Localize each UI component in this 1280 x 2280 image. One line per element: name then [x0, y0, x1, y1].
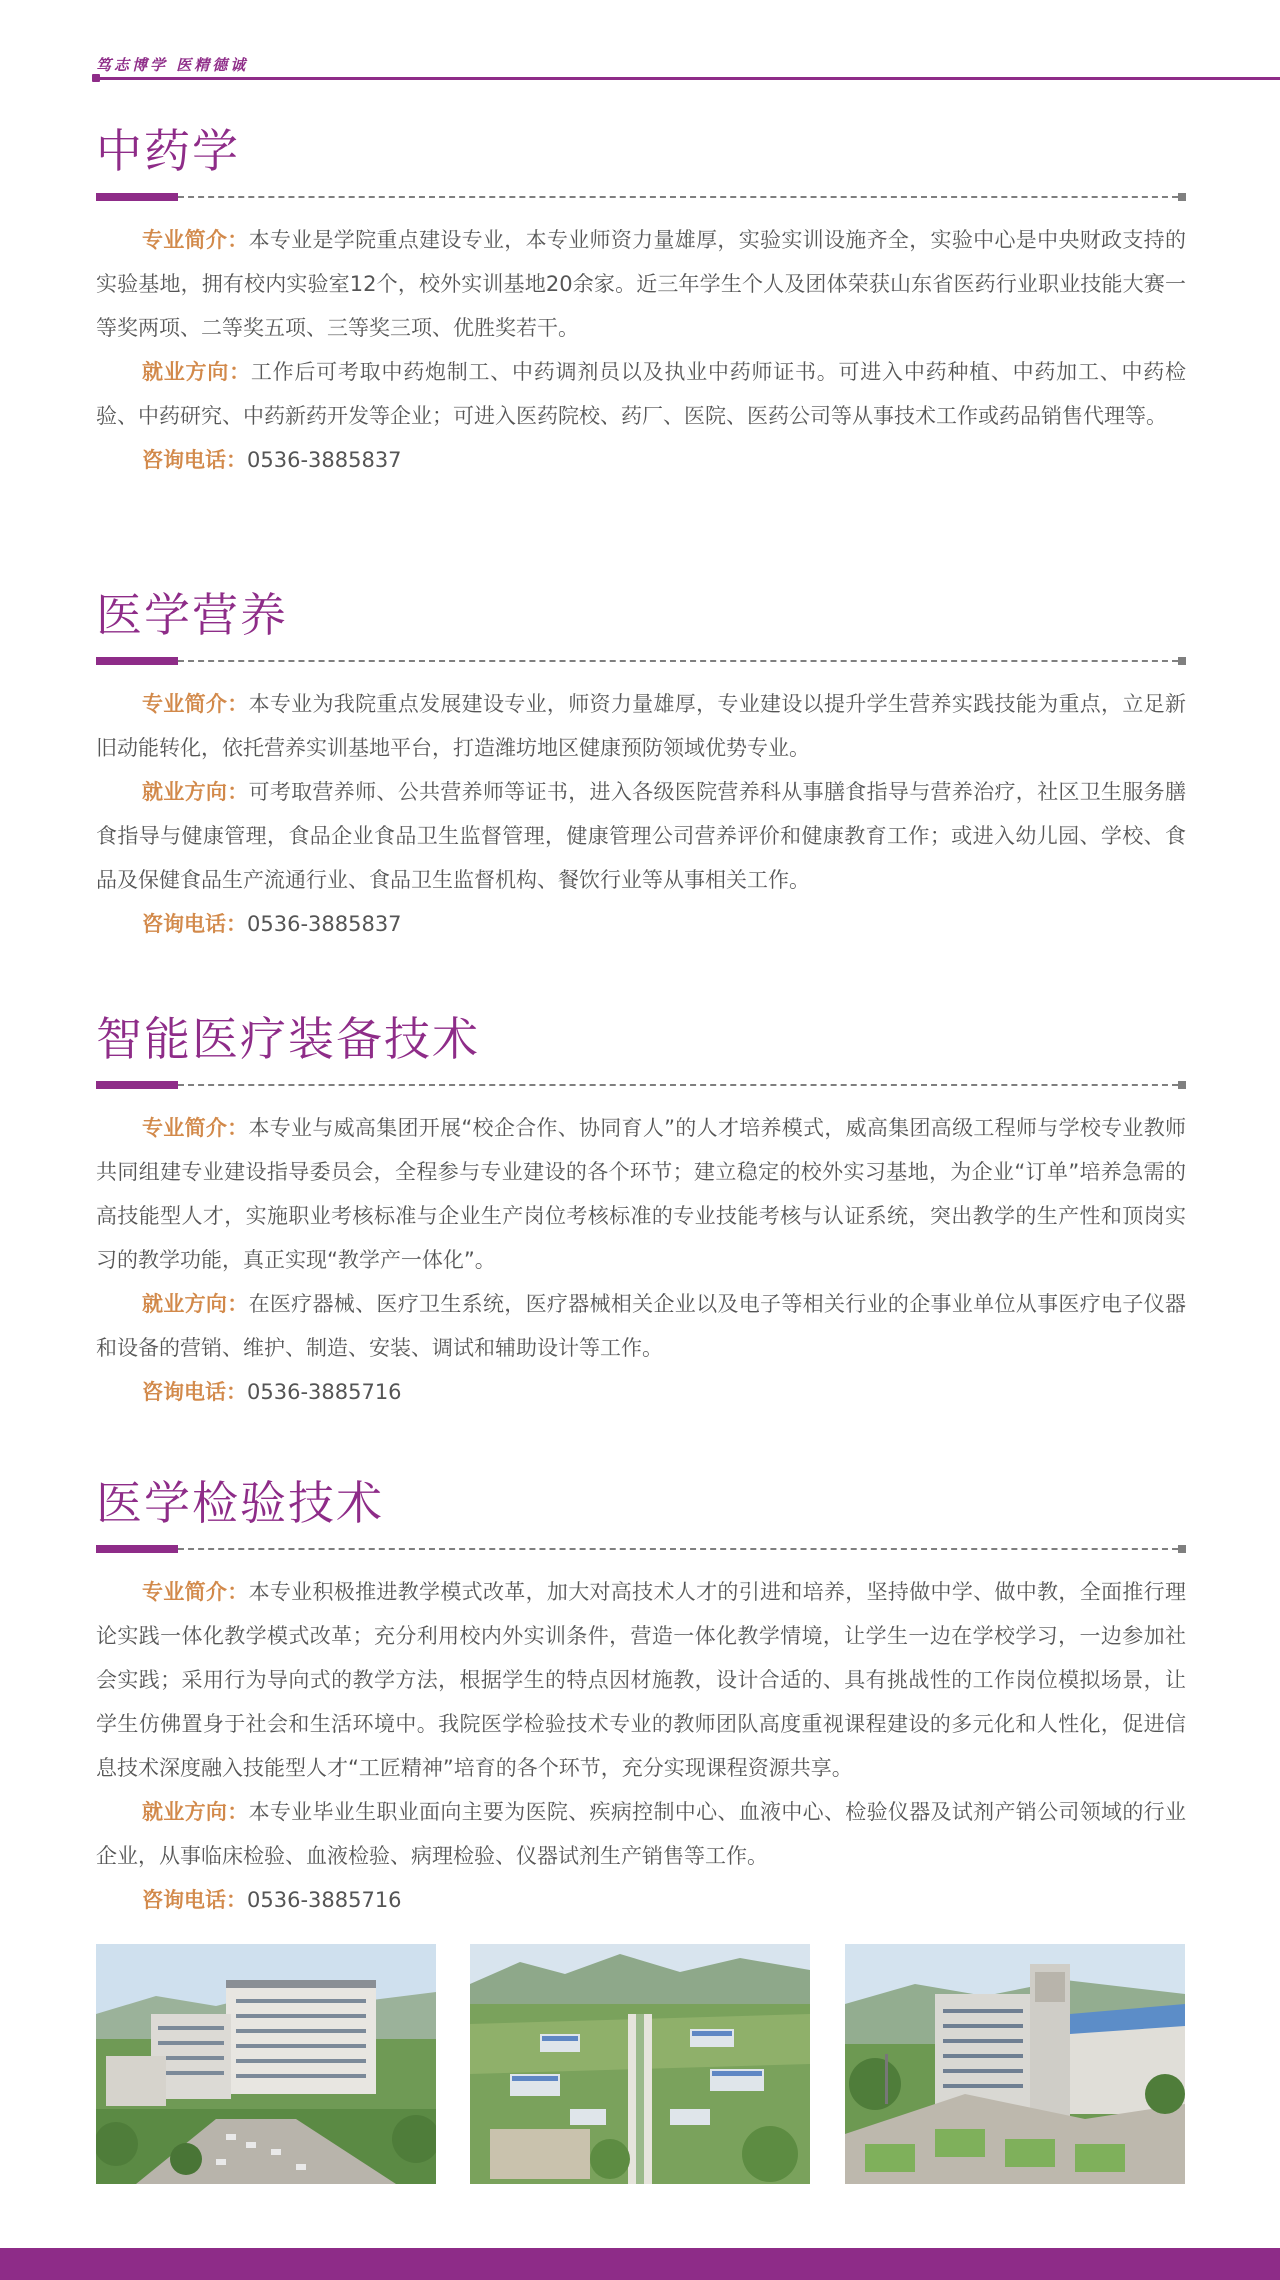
phone-number: 0536-3885716	[247, 1888, 402, 1912]
divider-end-square	[1178, 657, 1186, 665]
section-divider	[96, 654, 1186, 668]
career-paragraph	[96, 1790, 1186, 1878]
divider-accent-bar	[96, 1545, 178, 1553]
phone-label: 咨询电话：	[142, 1380, 247, 1404]
header-motto: 笃志博学 医精德诚	[96, 56, 249, 74]
career-text: 工作后可考取中药炮制工、中药调剂员以及执业中药师证书。可进入中药种植、中药加工、中药检验、中药研究、中药新药开发等企业；可进入医药院校、药厂、医院、医药公司等从事技术工作或药品销售代理等。	[96, 360, 1187, 428]
intro-text: 本专业积极推进教学模式改革，加大对高技术人才的引进和培养，坚持做中学、做中教，全面推行理论实践一体化教学模式改革；充分利用校内外实训条件，营造一体化教学情境，让学生一边在学校学习，一边参加社会实践；采用行为导向式的教学方法，根据学生的特点因材施教，设计合适的、具有挑战性的工作岗位模拟场景，让学生仿佛置身于社会和生活环境中。我院医学检验技术专业的教师团队高度重视课程建设的多元化和人性化，促进信息技术深度融入技能型人才“工匠精神”培育的各个环节，充分实现课程资源共享。	[96, 1580, 1186, 1780]
career-paragraph	[96, 350, 1186, 438]
career-label: 就业方向：	[142, 1800, 249, 1824]
intro-label: 专业简介：	[142, 1580, 249, 1604]
section-divider	[96, 1542, 1186, 1556]
intro-text: 本专业与威高集团开展“校企合作、协同育人”的人才培养模式，威高集团高级工程师与学校专业教师共同组建专业建设指导委员会，全程参与专业建设的各个环节；建立稳定的校外实习基地，为企业“订单”培养急需的高技能型人才，实施职业考核标准与企业生产岗位考核标准的专业技能考核与认证系统，突出教学的生产性和顶岗实习的教学功能，真正实现“教学产一体化”。	[96, 1116, 1186, 1272]
section-title: 中药学	[96, 124, 240, 178]
section-divider	[96, 1078, 1186, 1092]
intro-text: 本专业是学院重点建设专业，本专业师资力量雄厚，实验实训设施齐全，实验中心是中央财政支持的实验基地，拥有校内实验室12个，校外实训基地20余家。近三年学生个人及团体荣获山东省医药行业职业技能大赛一等奖两项、二等奖五项、三等奖三项、优胜奖若干。	[96, 228, 1186, 340]
intro-label: 专业简介：	[142, 1116, 249, 1140]
intro-text: 本专业为我院重点发展建设专业，师资力量雄厚，专业建设以提升学生营养实践技能为重点，立足新旧动能转化，依托营养实训基地平台，打造潍坊地区健康预防领域优势专业。	[96, 692, 1186, 760]
phone-number: 0536-3885837	[247, 448, 402, 472]
phone-label: 咨询电话：	[142, 1888, 247, 1912]
career-text: 在医疗器械、医疗卫生系统，医疗器械相关企业以及电子等相关行业的企事业单位从事医疗电子仪器和设备的营销、维护、制造、安装、调试和辅助设计等工作。	[96, 1292, 1186, 1360]
intro-paragraph	[96, 1570, 1186, 1790]
phone-number: 0536-3885837	[247, 912, 402, 936]
career-text: 可考取营养师、公共营养师等证书，进入各级医院营养科从事膳食指导与营养治疗，社区卫生服务膳食指导与健康管理，食品企业食品卫生监督管理，健康管理公司营养评价和健康教育工作；或进入幼儿园、学校、食品及保健食品生产流通行业、食品卫生监督机构、餐饮行业等从事相关工作。	[96, 780, 1186, 892]
career-label: 就业方向：	[142, 1292, 249, 1316]
divider-accent-bar	[96, 657, 178, 665]
intro-paragraph	[96, 218, 1186, 350]
divider-end-square	[1178, 1081, 1186, 1089]
major-section-nutrition	[96, 580, 1186, 946]
major-section-tcm	[96, 116, 1186, 482]
divider-accent-bar	[96, 1081, 178, 1089]
intro-paragraph	[96, 682, 1186, 770]
phone-number: 0536-3885716	[247, 1380, 402, 1404]
divider-accent-bar	[96, 193, 178, 201]
section-divider	[96, 190, 1186, 204]
divider-end-square	[1178, 193, 1186, 201]
footer-band	[0, 2248, 1280, 2280]
career-paragraph	[96, 1282, 1186, 1370]
career-paragraph	[96, 770, 1186, 902]
section-title: 智能医疗装备技术	[96, 1012, 480, 1066]
intro-paragraph	[96, 1106, 1186, 1282]
major-section-lab-medicine	[96, 1468, 1186, 1922]
career-label: 就业方向：	[142, 360, 251, 384]
phone-label: 咨询电话：	[142, 448, 247, 472]
divider-dashed-line	[178, 196, 1178, 198]
campus-photo-tower	[845, 1944, 1185, 2184]
divider-dashed-line	[178, 1548, 1178, 1550]
phone-label: 咨询电话：	[142, 912, 247, 936]
divider-dashed-line	[178, 1084, 1178, 1086]
major-section-medical-equipment	[96, 1004, 1186, 1414]
divider-end-square	[1178, 1545, 1186, 1553]
phone-paragraph	[96, 1370, 1186, 1414]
campus-photo-aerial	[470, 1944, 810, 2184]
intro-label: 专业简介：	[142, 692, 249, 716]
phone-paragraph	[96, 438, 1186, 482]
phone-paragraph	[96, 902, 1186, 946]
career-text: 本专业毕业生职业面向主要为医院、疾病控制中心、血液中心、检验仪器及试剂产销公司领域的行业企业，从事临床检验、血液检验、病理检验、仪器试剂生产销售等工作。	[96, 1800, 1186, 1868]
header-rule	[94, 77, 1280, 80]
career-label: 就业方向：	[142, 780, 249, 804]
divider-dashed-line	[178, 660, 1178, 662]
phone-paragraph	[96, 1878, 1186, 1922]
section-title: 医学检验技术	[96, 1476, 384, 1530]
section-title: 医学营养	[96, 588, 288, 642]
intro-label: 专业简介：	[142, 228, 249, 252]
campus-photo-buildings	[96, 1944, 436, 2184]
